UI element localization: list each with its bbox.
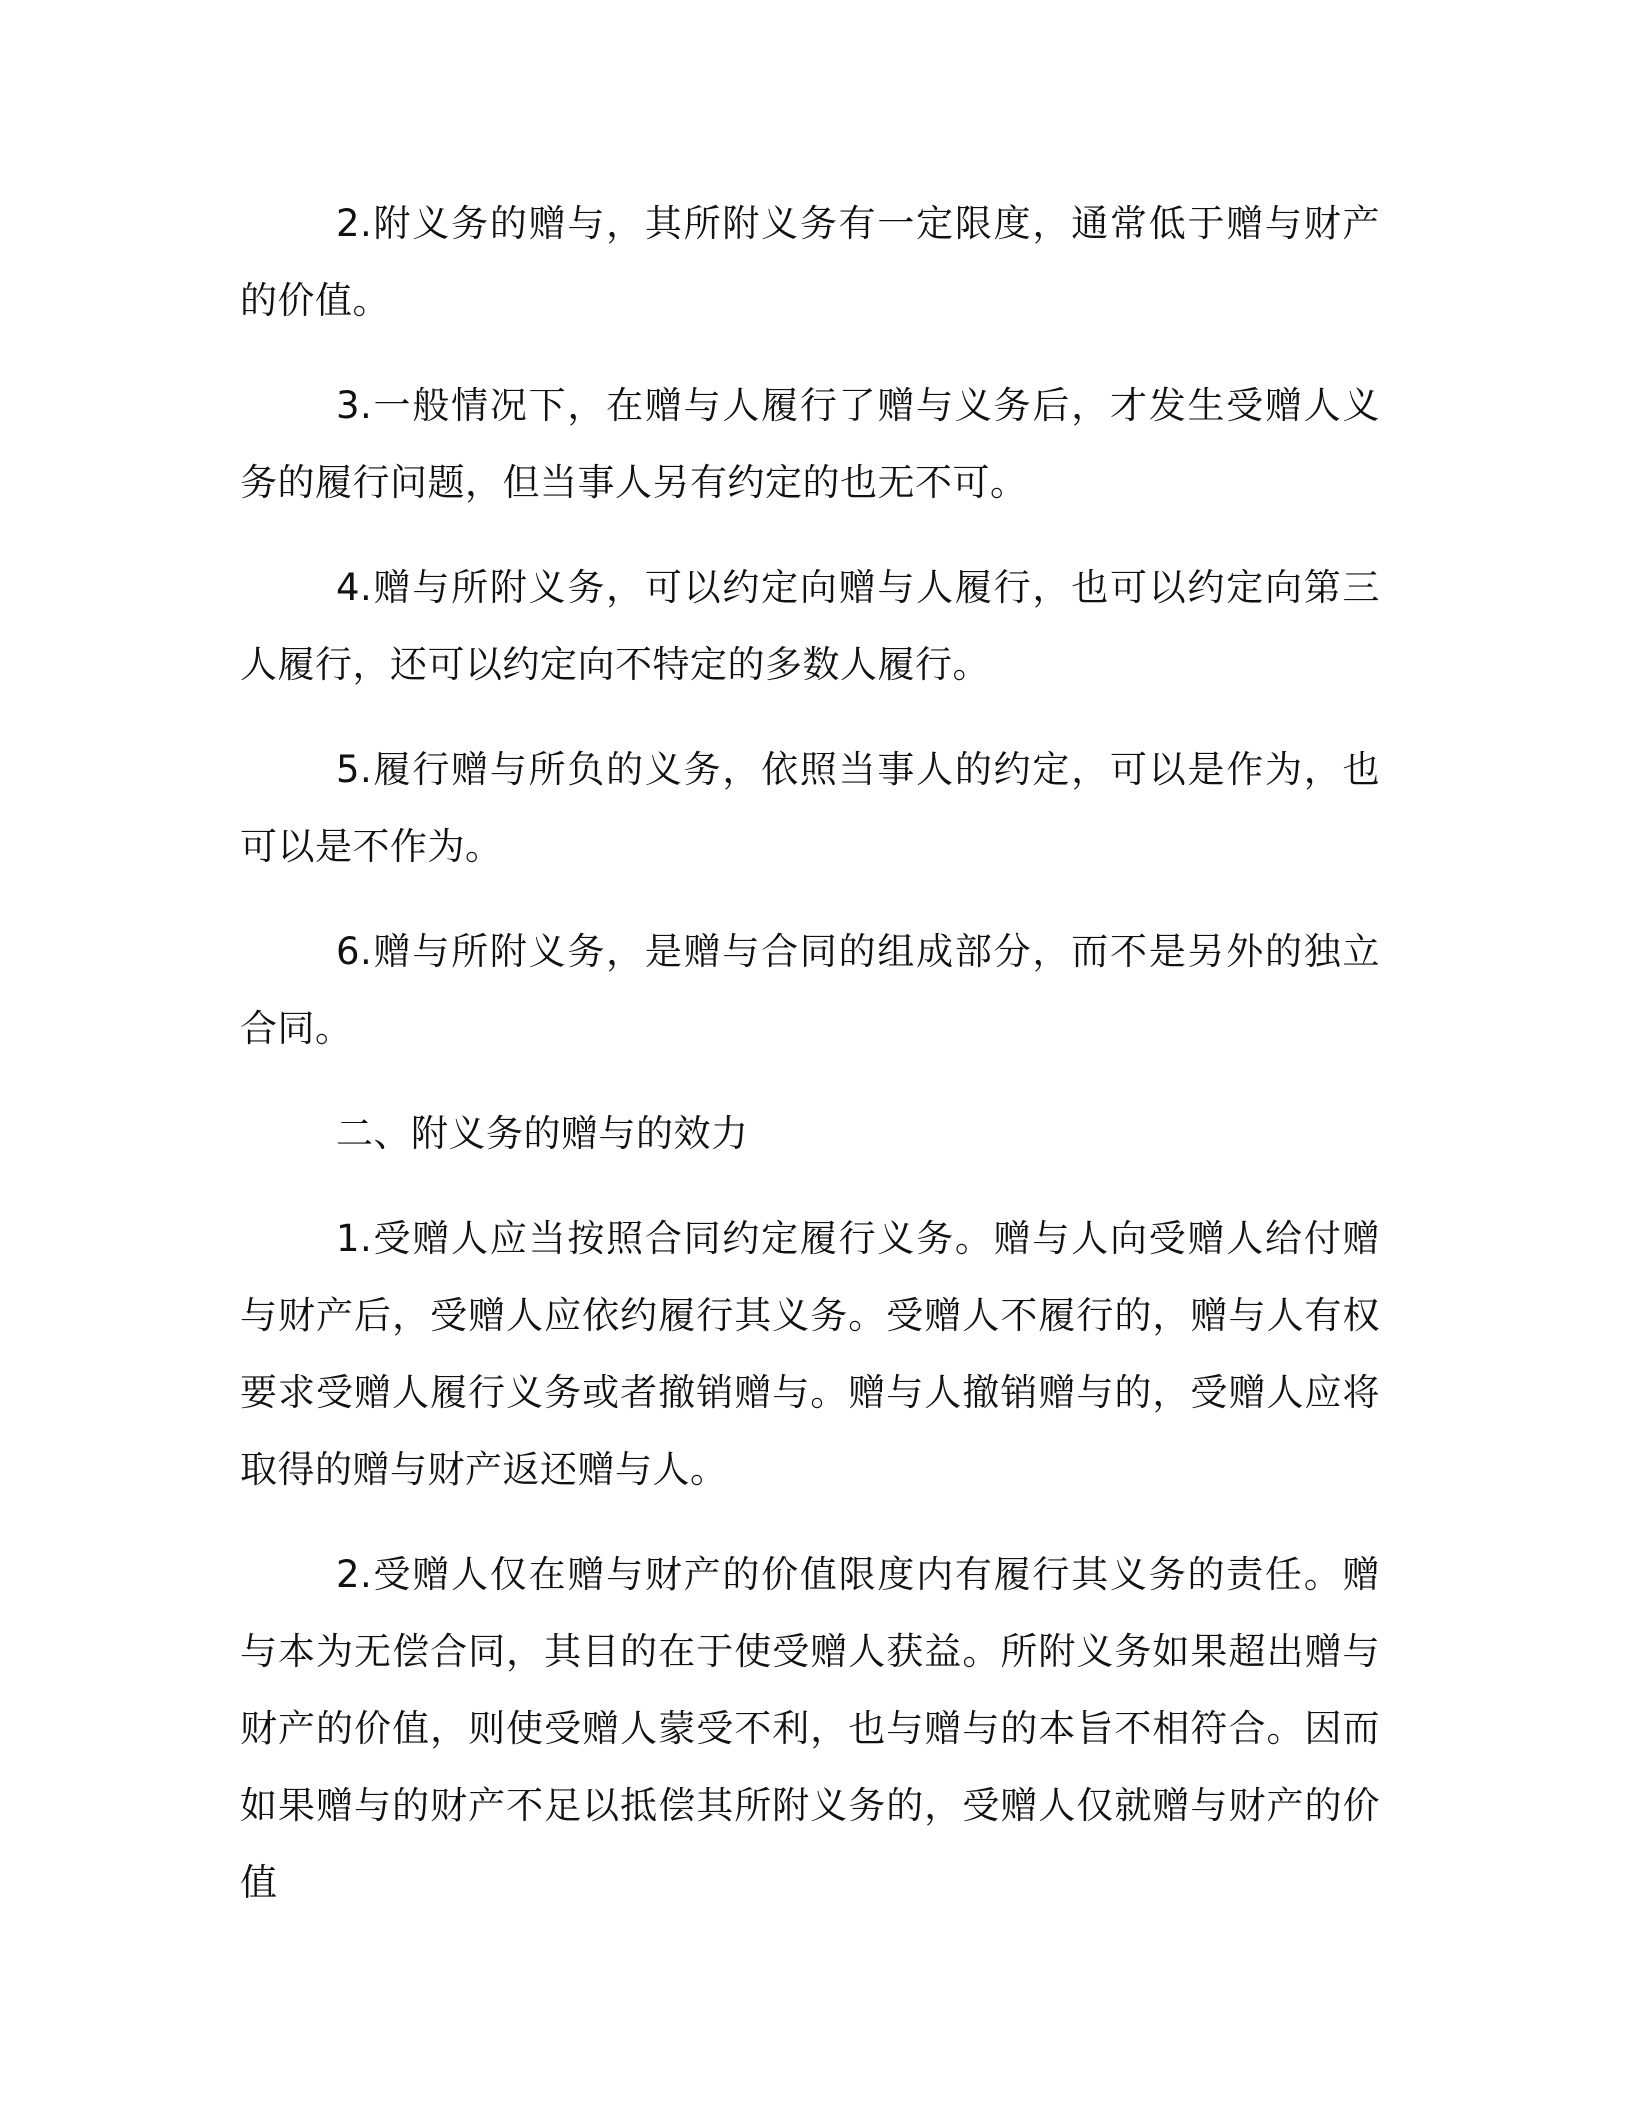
document-body — [240, 185, 1380, 1949]
paragraph-item-5: 5.履行赠与所负的义务，依照当事人的约定，可以是作为，也可以是不作为。 — [240, 748, 1380, 868]
effect-paragraph-2: 2.受赠人仅在赠与财产的价值限度内有履行其义务的责任。赠与本为无偿合同，其目的在于使受赠人获益。所附义务如果超出赠与财产的价值，则使受赠人蒙受不利，也与赠与的本旨不相符合。因而如果赠与的财产不足以抵偿其所附义务的，受赠人仅就赠与财产的价值 — [240, 1553, 1380, 1904]
section-heading: 二、附义务的赠与的效力 — [336, 1112, 749, 1155]
paragraph-item-3: 3.一般情况下，在赠与人履行了赠与义务后，才发生受赠人义务的履行问题，但当事人另有约定的也无不可。 — [240, 384, 1380, 504]
paragraph-item-6: 6.赠与所附义务，是赠与合同的组成部分，而不是另外的独立合同。 — [240, 930, 1380, 1050]
paragraph-item-4: 4.赠与所附义务，可以约定向赠与人履行，也可以约定向第三人履行，还可以约定向不特定的多数人履行。 — [240, 566, 1380, 686]
paragraph-item-2: 2.附义务的赠与，其所附义务有一定限度，通常低于赠与财产的价值。 — [240, 202, 1380, 322]
effect-paragraph-1: 1.受赠人应当按照合同约定履行义务。赠与人向受赠人给付赠与财产后，受赠人应依约履行其义务。受赠人不履行的，赠与人有权要求受赠人履行义务或者撤销赠与。赠与人撤销赠与的，受赠人应将取得的赠与财产返还赠与人。 — [240, 1217, 1380, 1491]
